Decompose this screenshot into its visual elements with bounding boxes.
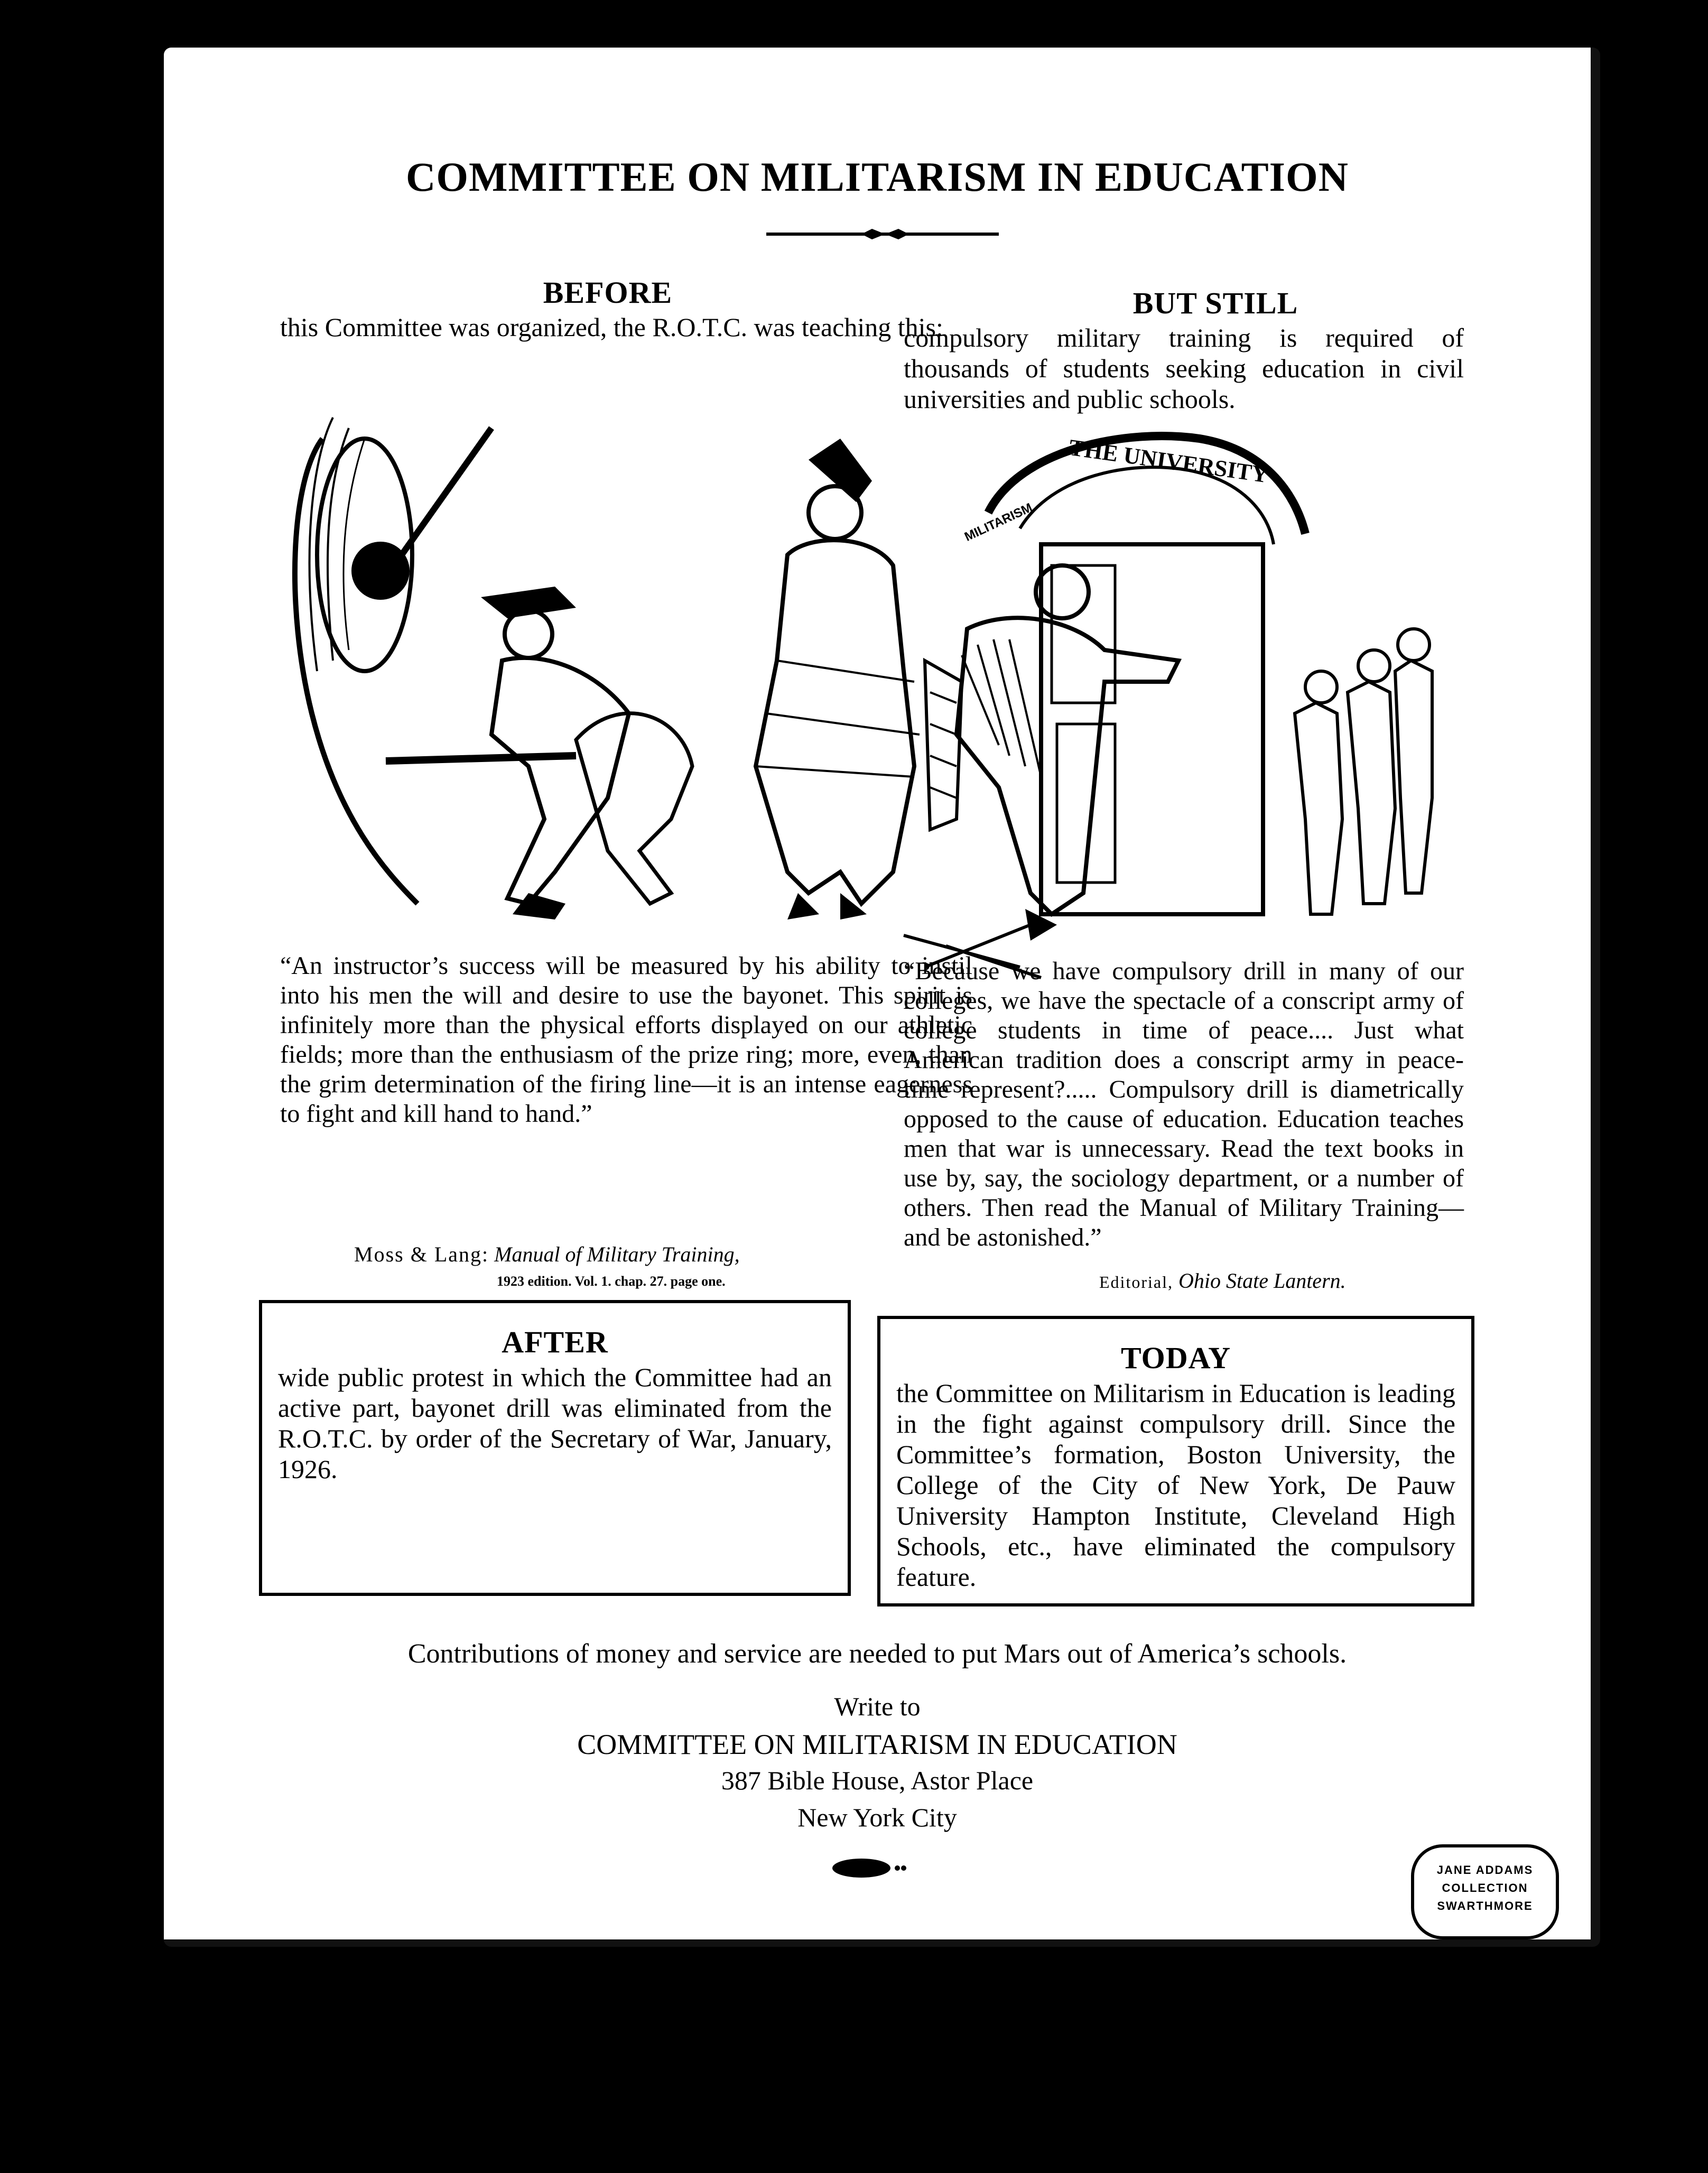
stamp-line-3: SWARTHMORE <box>1437 1899 1533 1912</box>
but-still-heading: BUT STILL <box>1133 286 1298 320</box>
archive-stamp <box>1411 1844 1559 1939</box>
university-door-cartoon <box>904 417 1432 988</box>
after-heading: AFTER <box>502 1325 608 1359</box>
bayonet-drill-cartoon <box>280 396 967 957</box>
stamp-line-1: JANE ADDAMS <box>1436 1863 1534 1877</box>
footer-address: 387 Bible House, Astor Place <box>721 1766 1034 1795</box>
but-still-intro: compulsory military training is required of thousands of students seeking education in civil universities and public schools. <box>904 323 1464 414</box>
footer-org: COMMITTEE ON MILITARISM IN EDUCATION <box>577 1729 1177 1760</box>
but-still-cite-title: Ohio State Lantern. <box>1178 1269 1346 1293</box>
document-page <box>164 48 1600 1947</box>
before-quote: “An instructor’s success will be measured by his ability to instil into his men the will and desire to use the bayonet. This spirit is infinitely more than the physical efforts displayed on our athletic fields; more than the enthusiasm of the prize ring; more, even, than the grim determination of the firing line—it is an intense eagerness to fight and kill hand to hand.” <box>280 952 972 1128</box>
before-intro: this Committee was organized, the R.O.T.C. was teaching this: <box>280 312 943 342</box>
before-citation <box>354 1242 988 1267</box>
before-cite-author: Moss & Lang: <box>354 1242 489 1266</box>
footer-write-to: Write to <box>834 1692 921 1721</box>
divider-ornament <box>861 228 909 240</box>
before-heading: BEFORE <box>543 275 673 310</box>
page-title: COMMITTEE ON MILITARISM IN EDUCATION <box>406 154 1349 200</box>
footer-ornament <box>824 1855 909 1881</box>
before-cite-detail: 1923 edition. Vol. 1. chap. 27. page one. <box>497 1274 726 1289</box>
but-still-quote: “Because we have compulsory drill in many of our colleges, we have the spectacle of a conscript army of college students in time of peace.... Just what American tradition does a conscript army in peace-time represent?..... Compulsory drill is diametrically opposed to the cause of education. Education teaches men that war is unnecessary. Read the text books in use by, say, the sociology department, or a number of others. Then read the Manual of Military Training—and be astonished.” <box>904 957 1464 1251</box>
footer-city: New York City <box>797 1803 957 1832</box>
cartoon-figure-label: MILITARISM <box>962 500 1035 544</box>
before-cite-title: Manual of Military Training, <box>494 1242 740 1266</box>
stamp-line-2: COLLECTION <box>1442 1881 1528 1895</box>
after-box <box>259 1300 851 1596</box>
cartoon-door-label: THE UNIVERSITY <box>1067 434 1270 488</box>
today-box <box>877 1316 1474 1606</box>
but-still-cite-author: Editorial, <box>1099 1273 1173 1292</box>
today-text: the Committee on Militarism in Education is leading in the fight against compulsory drill. Since the Committee’s formation, Boston University, the College of the City of New York, De Pauw University Hampton Institute, Cleveland High Schools, etc., have eliminated the compulsory feature. <box>896 1378 1455 1592</box>
after-text: wide public protest in which the Committee had an active part, bayonet drill was eliminated from the R.O.T.C. by order of the Secretary of War, January, 1926. <box>278 1362 832 1484</box>
but-still-citation <box>1099 1268 1469 1293</box>
footer-appeal: Contributions of money and service are needed to put Mars out of America’s schools. <box>407 1639 1347 1669</box>
today-heading: TODAY <box>1120 1341 1231 1375</box>
